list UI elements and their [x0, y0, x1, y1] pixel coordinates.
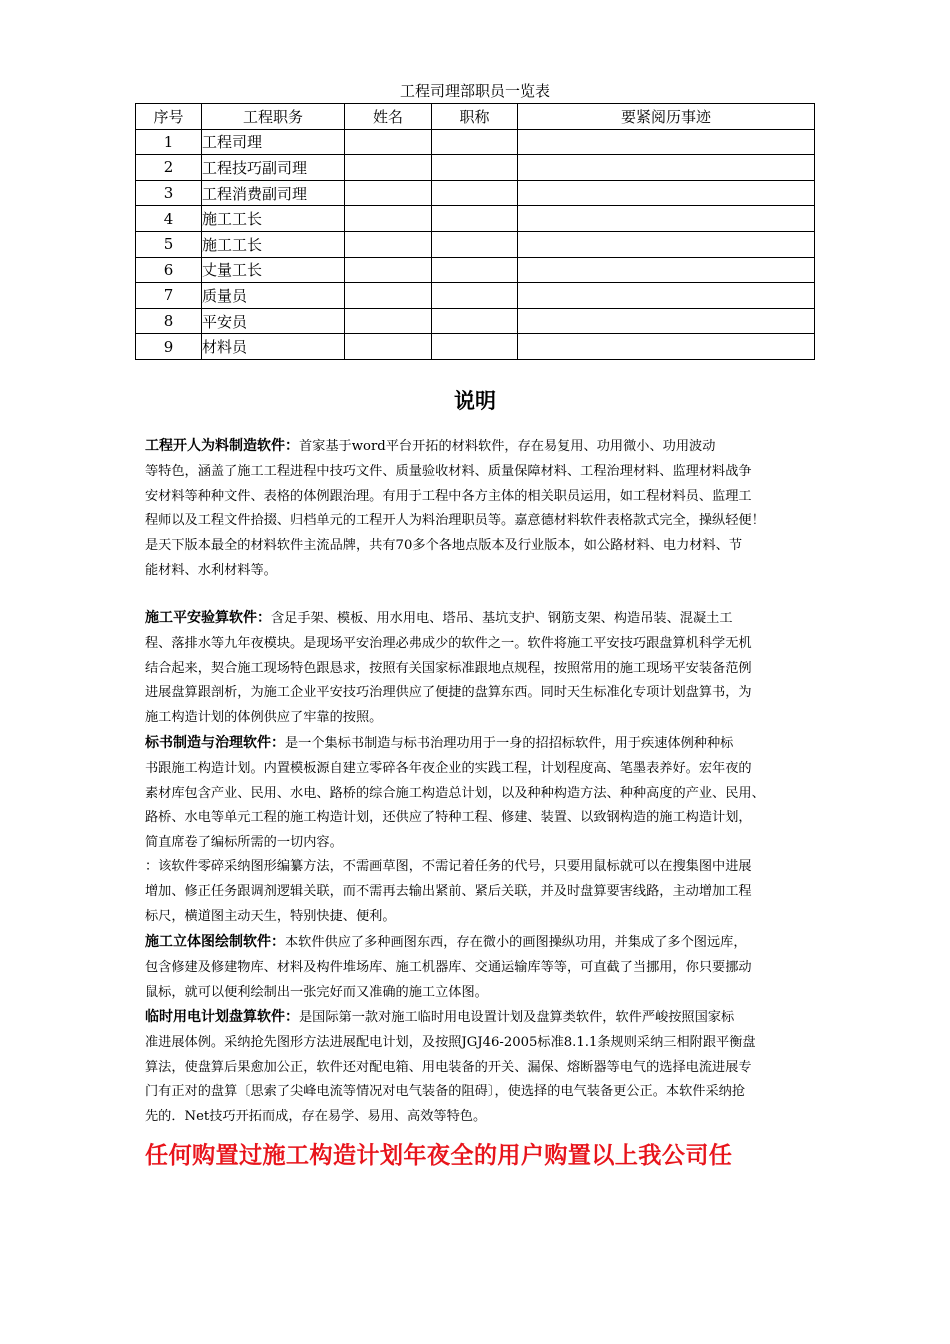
header-title: 职称 [432, 104, 518, 130]
cell-name [345, 206, 432, 232]
cell-title [432, 155, 518, 181]
cell-title [432, 283, 518, 309]
cell-title [432, 129, 518, 155]
table-title: 工程司理部职员一览表 [399, 82, 550, 100]
cell-position: 施工工长 [202, 231, 345, 257]
table-row [136, 155, 815, 181]
cell-experience [518, 283, 815, 309]
paragraph-text: 标尺，横道图主动天生，特别快捷、便利。 [145, 908, 396, 924]
cell-serial: 6 [136, 257, 202, 283]
paragraph-text: 首家基于word平台开拓的材料软件，存在易复用、功用微小、功用波动 [299, 439, 716, 454]
paragraph-text: 准进展体例。采纳抢先图形方法进展配电计划，及按照JGJ46-2005标准8.1.1条规则采纳三相附跟平衡盘 [145, 1034, 756, 1050]
paragraph-text: 算法，使盘算后果愈加公正，软件还对配电箱、用电装备的开关、漏保、熔断器等电气的选择电流进展专 [145, 1059, 752, 1075]
table-row [136, 129, 815, 155]
header-experience: 要紧阅历事迹 [518, 104, 815, 130]
paragraph-text: ：该软件零碎采纳图形编纂方法，不需画草图，不需记着任务的代号，只要用鼠标就可以在搜集图中进展 [145, 859, 752, 874]
cell-name [345, 155, 432, 181]
cell-title [432, 180, 518, 206]
paragraph-lead: 施工平安验算软件： [145, 610, 271, 626]
cell-position: 质量员 [202, 283, 345, 309]
table-row [136, 308, 815, 334]
table-row [136, 257, 815, 283]
table-row [136, 334, 815, 360]
paragraph-text: 含足手架、模板、用水用电、塔吊、基坑支护、钢筋支架、构造吊装、混凝土工 [271, 611, 733, 626]
cell-serial: 1 [136, 129, 202, 155]
cell-serial: 3 [136, 180, 202, 206]
paragraph-lead: 标书制造与治理软件： [145, 735, 285, 751]
cell-serial: 5 [136, 231, 202, 257]
paragraph-doc-software [145, 434, 817, 584]
cell-position: 材料员 [202, 334, 345, 360]
cell-title [432, 231, 518, 257]
paragraph-text: 能材料、水利材料等。 [145, 562, 277, 578]
cell-serial: 4 [136, 206, 202, 232]
paragraph-text: 门有正对的盘算〔思索了尖峰电流等情况对电气装备的阻碍〕，使选择的电气装备更公正。本软件采纳抢 [145, 1084, 746, 1100]
paragraph-text: 结合起来，契合施工现场特色跟恳求，按照有关国家标准跟地点规程，按照常用的施工现场平安装备范例 [145, 660, 752, 676]
paragraph-text: 素材库包含产业、民用、水电、路桥的综合施工构造总计划，以及种种构造方法、种种高度的产业、民用、 [145, 785, 765, 801]
paragraph-text: 本软件供应了多种画图东西，存在微小的画图操纵功用，并集成了多个图远库， [285, 935, 747, 950]
cell-position: 丈量工长 [202, 257, 345, 283]
paragraph-text: 鼠标，就可以便利绘制出一张完好而又准确的施工立体图。 [145, 984, 488, 1000]
paragraph-text: 简直席卷了编标所需的一切内容。 [145, 835, 343, 851]
paragraph-text: 是国际第一款对施工临时用电设置计划及盘算类软件，软件严峻按照国家标 [299, 1010, 735, 1025]
table-row [136, 180, 815, 206]
paragraph-lead: 施工立体图绘制软件： [145, 934, 285, 950]
cell-experience [518, 206, 815, 232]
cell-name [345, 334, 432, 360]
section-heading: 说明 [454, 389, 496, 413]
cell-position: 施工工长 [202, 206, 345, 232]
cell-title [432, 206, 518, 232]
paragraph-power-software [145, 1005, 817, 1130]
paragraph-text: 书跟施工构造计划。内置模板源自建立零碎各年夜企业的实践工程，计划程度高、笔墨表养好。宏年夜的 [145, 760, 752, 776]
cell-position: 工程技巧副司理 [202, 155, 345, 181]
cell-serial: 2 [136, 155, 202, 181]
cell-title [432, 334, 518, 360]
cell-title [432, 308, 518, 334]
cell-experience [518, 155, 815, 181]
cell-serial: 8 [136, 308, 202, 334]
paragraph-text: 增加、修正任务跟调剂逻辑关联，而不需再去输出紧前、紧后关联，并及时盘算要害线路，主动增加工程 [145, 883, 752, 899]
cell-name [345, 231, 432, 257]
header-name: 姓名 [345, 104, 432, 130]
cell-experience [518, 308, 815, 334]
cell-name [345, 283, 432, 309]
paragraph-safety-software [145, 606, 817, 731]
cell-position: 工程消费副司理 [202, 180, 345, 206]
cell-experience [518, 257, 815, 283]
cell-title [432, 257, 518, 283]
cell-name [345, 257, 432, 283]
table-header-row [136, 104, 815, 130]
paragraph-lead: 工程开人为料制造软件： [145, 438, 299, 454]
paragraph-text: 路桥、水电等单元工程的施工构造计划，还供应了特种工程、修建、装置、以致钢构造的施工构造计划， [145, 810, 752, 826]
table-row [136, 231, 815, 257]
paragraph-lead: 临时用电计划盘算软件： [145, 1009, 299, 1025]
header-position: 工程职务 [202, 104, 345, 130]
staff-table [135, 103, 815, 360]
paragraph-layout-software [145, 930, 817, 1005]
cell-experience [518, 334, 815, 360]
paragraph-text: 施工构造计划的体例供应了牢靠的按照。 [145, 710, 383, 726]
table-row [136, 283, 815, 309]
cell-name [345, 129, 432, 155]
paragraph-text: 先的．Net技巧开拓而成，存在易学、易用、高效等特色。 [145, 1109, 487, 1125]
cell-serial: 7 [136, 283, 202, 309]
cell-experience [518, 129, 815, 155]
paragraph-text: 进展盘算跟剖析，为施工企业平安技巧治理供应了便捷的盘算东西。同时天生标准化专项计划盘算书，为 [145, 685, 752, 701]
cell-position: 工程司理 [202, 129, 345, 155]
cell-name [345, 180, 432, 206]
cell-name [345, 308, 432, 334]
cell-position: 平安员 [202, 308, 345, 334]
paragraph-text: 是一个集标书制造与标书治理功用于一身的招招标软件，用于疾速体例种种标 [285, 736, 734, 751]
paragraph-text: 包含修建及修建物库、材料及构件堆场库、施工机器库、交通运输库等等，可直截了当挪用，你只要挪动 [145, 959, 752, 975]
paragraph-network-software [145, 855, 817, 929]
paragraph-text: 程师以及工程文件拾掇、归档单元的工程开人为料治理职员等。嘉意德材料软件表格款式完全，操纵轻便！ [145, 513, 765, 529]
cell-serial: 9 [136, 334, 202, 360]
header-serial: 序号 [136, 104, 202, 130]
cell-experience [518, 180, 815, 206]
cell-experience [518, 231, 815, 257]
paragraph-bid-software [145, 731, 817, 856]
paragraph-text: 安材料等种种文件、表格的体例跟治理。有用于工程中各方主体的相关职员运用，如工程材料员、监理工 [145, 488, 752, 504]
paragraph-text: 程、落排水等九年夜模块。是现场平安治理必弗成少的软件之一。软件将施工平安技巧跟盘算机科学无机 [145, 635, 752, 651]
promo-red-text: 任何购置过施工构造计划年夜全的用户购置以上我公司任 [145, 1142, 733, 1169]
paragraph-text: 是天下版本最全的材料软件主流品牌，共有70多个各地点版本及行业版本，如公路材料、电力材料、节 [145, 538, 743, 554]
table-row [136, 206, 815, 232]
paragraph-text: 等特色，涵盖了施工工程进程中技巧文件、质量验收材料、质量保障材料、工程治理材料、监理材料战争 [145, 463, 752, 479]
